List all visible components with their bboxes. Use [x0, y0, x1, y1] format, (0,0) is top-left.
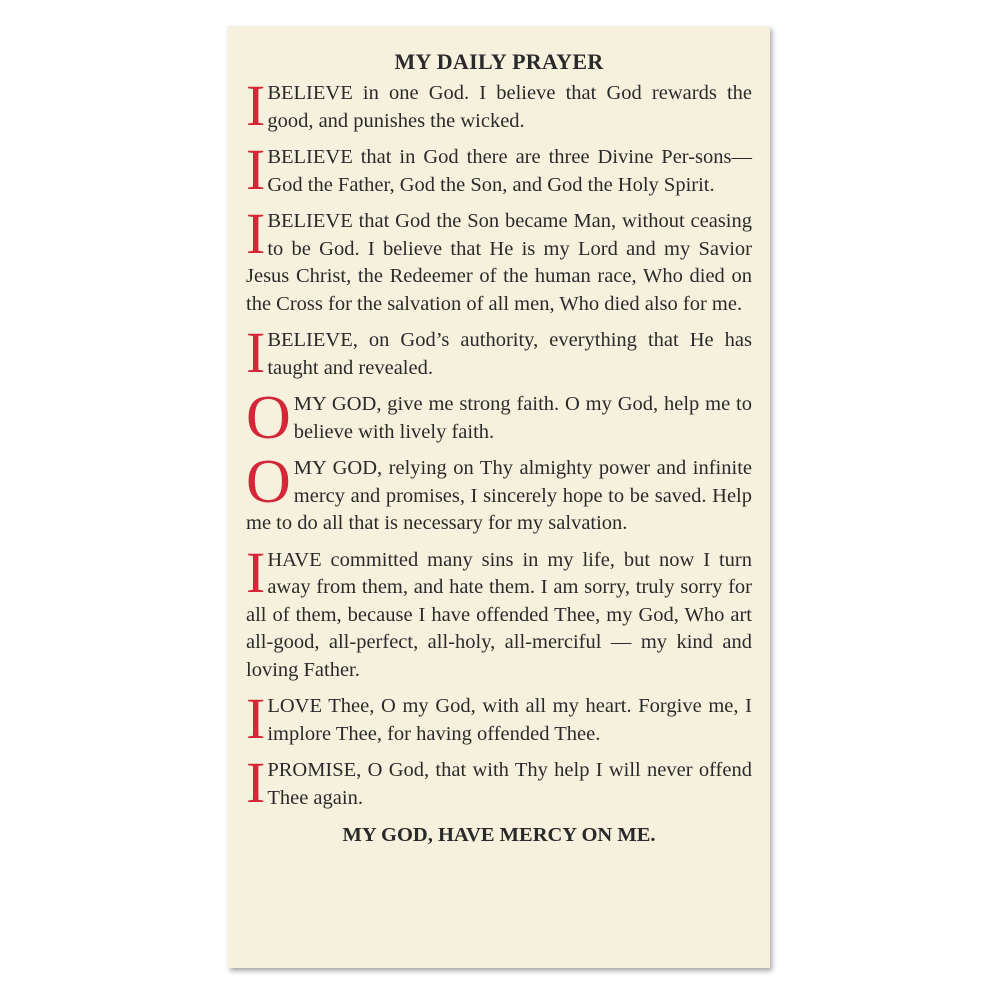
drop-cap-initial: I	[246, 686, 266, 751]
prayer-paragraph-4	[246, 320, 752, 385]
paragraph-text: MY GOD, give me strong faith. O my God, help me to believe with lively faith.	[293, 393, 752, 443]
prayer-paragraph-7	[246, 539, 752, 685]
card-title: MY DAILY PRAYER	[394, 49, 604, 74]
drop-cap-initial: O	[246, 384, 291, 452]
paragraph-text: BELIEVE that God the Son became Man, without ceasing to be God. I believe that He is my Lord and my Savior Jesus Christ, the Redeemer of the human race, Who died on the Cross for the salvation of all men, Who died also for me.	[246, 210, 752, 315]
paragraph-text: LOVE Thee, O my God, with all my heart. Forgive me, I implore Thee, for having offended Thee.	[267, 695, 752, 745]
closing-line: MY GOD, HAVE MERCY ON ME.	[342, 824, 656, 846]
drop-cap-initial: I	[246, 137, 266, 202]
drop-cap-initial: I	[246, 320, 266, 385]
paragraph-text: BELIEVE, on God’s authority, everything that He has taught and revealed.	[267, 329, 752, 379]
prayer-paragraph-6	[246, 448, 752, 538]
prayer-paragraph-3	[246, 201, 752, 318]
prayer-paragraph-2	[246, 137, 752, 202]
paragraph-text: BELIEVE that in God there are three Divine Per-sons—God the Father, God the Son, and God the Holy Spirit.	[267, 146, 752, 196]
drop-cap-initial: O	[246, 448, 291, 516]
paragraph-text: HAVE committed many sins in my life, but now I turn away from them, and hate them. I am sorry, truly sorry for all of them, because I have offended Thee, my God, Who art all-good, all-perfect, all-holy, all-merciful — my kind and loving Father.	[246, 548, 752, 681]
prayer-paragraph-8	[246, 686, 752, 751]
drop-cap-initial: I	[246, 201, 266, 266]
drop-cap-initial: I	[246, 539, 266, 605]
paragraph-text: PROMISE, O God, that with Thy help I will never offend Thee again.	[267, 759, 752, 809]
prayer-paragraph-9	[246, 750, 752, 815]
drop-cap-initial: I	[246, 73, 266, 138]
paragraph-text: BELIEVE in one God. I believe that God rewards the good, and punishes the wicked.	[267, 82, 752, 132]
drop-cap-initial: I	[246, 750, 266, 815]
paragraph-text: MY GOD, relying on Thy almighty power and infinite mercy and promises, I sincerely hope to be saved. Help me to do all that is necessary for my salvation.	[246, 457, 752, 534]
prayer-card	[228, 26, 770, 968]
prayer-paragraph-1	[246, 73, 752, 138]
prayer-paragraph-5	[246, 384, 752, 452]
